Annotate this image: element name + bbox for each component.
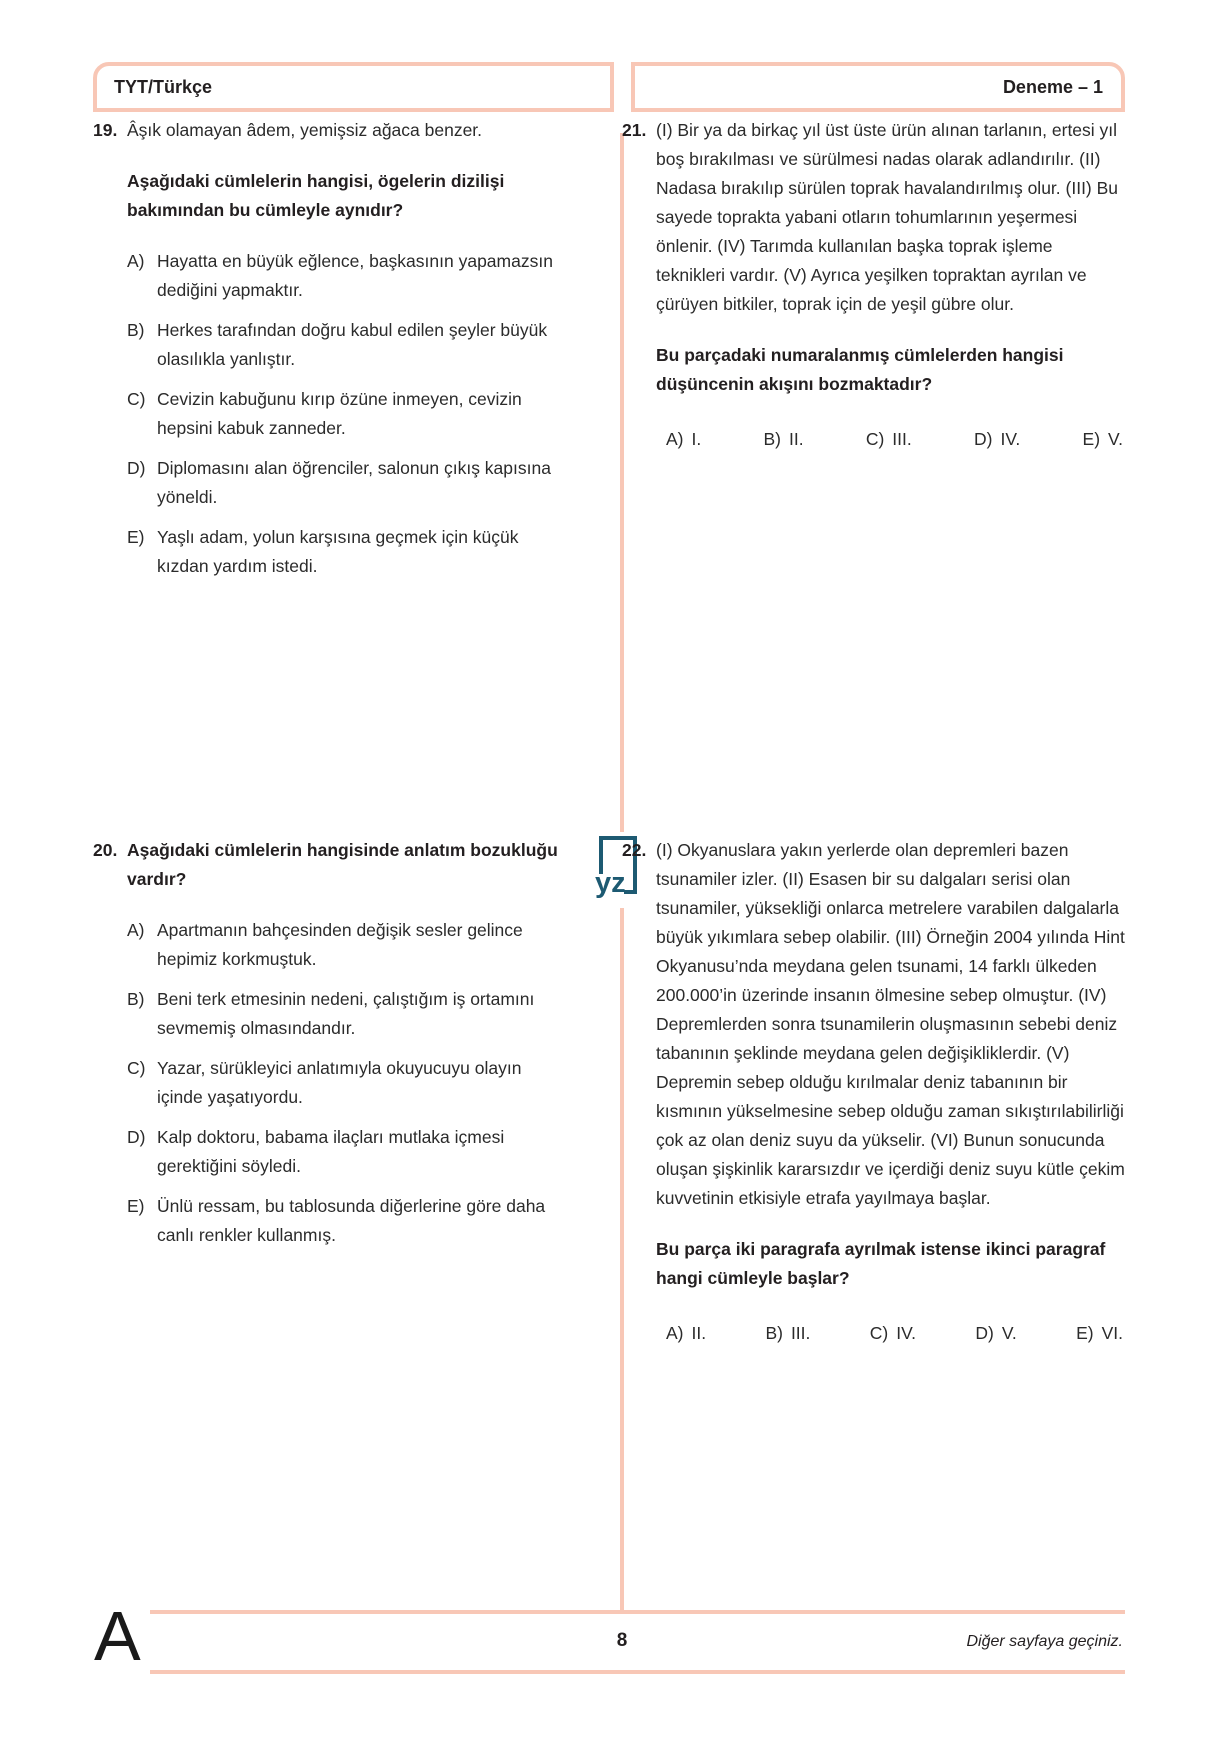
footer-rule-top xyxy=(150,1610,1125,1614)
options-row xyxy=(656,1319,1125,1348)
option-label: B) xyxy=(127,320,145,340)
option-e xyxy=(127,1192,565,1250)
option-label: D) xyxy=(974,429,993,449)
option-label: B) xyxy=(763,429,781,449)
question-19 xyxy=(93,116,565,592)
option-c xyxy=(127,385,565,443)
question-20 xyxy=(93,836,565,1261)
question-22 xyxy=(622,836,1125,1348)
options-list xyxy=(127,916,565,1250)
option-d xyxy=(974,425,1020,454)
option-label: E) xyxy=(1076,1323,1094,1343)
option-d xyxy=(127,1123,565,1181)
option-label: A) xyxy=(127,920,145,940)
subject-title: TYT/Türkçe xyxy=(114,76,213,97)
option-c xyxy=(127,1054,565,1112)
option-label: C) xyxy=(869,1323,889,1343)
option-b xyxy=(127,985,565,1043)
option-e xyxy=(1076,1319,1123,1348)
option-label: A) xyxy=(666,1323,684,1343)
option-label: D) xyxy=(127,458,146,478)
option-c xyxy=(866,425,912,454)
option-b xyxy=(765,1319,810,1348)
option-text: IV. xyxy=(896,1323,916,1343)
option-text: Cevizin kabuğunu kırıp özüne inmeyen, cevizin hepsini kabuk zanneder. xyxy=(157,389,522,438)
option-label: B) xyxy=(127,989,145,1009)
option-text: Yaşlı adam, yolun karşısına geçmek için küçük kızdan yardım istedi. xyxy=(157,527,519,576)
option-e xyxy=(1083,425,1123,454)
option-a xyxy=(127,247,565,305)
question-passage: (I) Bir ya da birkaç yıl üst üste ürün alınan tarlanın, ertesi yıl boş bırakılması ve sürülmesi nadas olarak adlandırılır. (II) Nadasa bırakılıp sürülen toprak havalandırılmış olur. (III) Bu sayede toprakta yabani otların tohumlarının yeşermesi önlenir. (IV) Tarımda kullanılan başka toprak işleme teknikleri vardır. (V) Ayrıca yeşilken topraktan ayrılan ve çürüyen bitkiler, toprak için de yeşil gübre olur. xyxy=(656,120,1119,314)
page-number: 8 xyxy=(616,1630,628,1651)
option-a xyxy=(666,425,701,454)
option-d xyxy=(127,454,565,512)
option-b xyxy=(127,316,565,374)
option-text: IV. xyxy=(1000,429,1021,449)
next-page-note: Diğer sayfaya geçiniz. xyxy=(966,1633,1123,1650)
option-e xyxy=(127,523,565,581)
option-label: D) xyxy=(975,1323,994,1343)
question-number: 21. xyxy=(622,120,647,140)
question-stem: Aşağıdaki cümlelerin hangisinde anlatım bozukluğu vardır? xyxy=(127,840,558,889)
question-intro: Âşık olamayan âdem, yemişsiz ağaca benzer. xyxy=(127,120,483,140)
option-text: Apartmanın bahçesinden değişik sesler gelince hepimiz korkmuştuk. xyxy=(157,920,523,969)
exam-title: Deneme – 1 xyxy=(1002,76,1103,97)
option-text: III. xyxy=(790,1323,811,1343)
option-text: Hayatta en büyük eğlence, başkasının yapamazsın dediğini yapmaktır. xyxy=(157,251,553,300)
question-passage: (I) Okyanuslara yakın yerlerde olan depremleri bazen tsunamiler izler. (II) Esasen bir su dalgaları serisi olan tsunamiler, yüksekliği onlarca metrelere varabilen dalgalarla büyük yıkımlara sebep olabilir. (III) Örneğin 2004 yılında Hint Okyanusu’nda meydana gelen tsunami, 14 farklı ülkeden 200.000’in üzerinde insanın ölmesine sebep olmuştur. (IV) Depremlerden sonra tsunamilerin oluşmasının sebebi deniz tabanının şeklinde meydana gelen değişikliklerdir. (V) Depremin sebep olduğu kırılmalar deniz tabanının bir kısmının yükselmesine sebep olduğu zaman sıkıştırılabilirliği çok az olan deniz suyu da yükselir. (VI) Bunun sonucunda oluşan şişkinlik kararsızdır ve içerdiği deniz suyu kütle çekim kuvvetinin etkisiyle etrafa yayılmaya başlar. xyxy=(656,840,1125,1208)
option-label: A) xyxy=(127,251,145,271)
header-exam-box xyxy=(631,62,1125,112)
option-text: II. xyxy=(691,1323,707,1343)
option-b xyxy=(763,425,803,454)
option-text: V. xyxy=(1108,429,1123,449)
option-label: C) xyxy=(865,429,885,449)
option-label: E) xyxy=(127,527,145,547)
options-row xyxy=(656,425,1125,454)
option-text: VI. xyxy=(1101,1323,1123,1343)
option-text: I. xyxy=(691,429,702,449)
question-stem: Aşağıdaki cümlelerin hangisi, ögelerin dizilişi bakımından bu cümleyle aynıdır? xyxy=(127,171,505,220)
option-text: V. xyxy=(1001,1323,1017,1343)
header-subject-box xyxy=(93,62,614,112)
question-number: 19. xyxy=(93,120,118,140)
option-label: A) xyxy=(666,429,684,449)
option-text: Ünlü ressam, bu tablosunda diğerlerine göre daha canlı renkler kullanmış. xyxy=(157,1196,546,1245)
footer-rule-bottom xyxy=(150,1670,1125,1674)
option-text: Diplomasını alan öğrenciler, salonun çıkış kapısına yöneldi. xyxy=(157,458,551,507)
option-text: Yazar, sürükleyici anlatımıyla okuyucuyu olayın içinde yaşatıyordu. xyxy=(157,1058,522,1107)
option-a xyxy=(666,1319,706,1348)
option-text: Kalp doktoru, babama ilaçları mutlaka içmesi gerektiğini söyledi. xyxy=(157,1127,505,1176)
question-stem: Bu parça iki paragrafa ayrılmak istense ikinci paragraf hangi cümleyle başlar? xyxy=(656,1239,1106,1288)
question-number: 22. xyxy=(622,840,647,860)
option-label: C) xyxy=(127,1058,146,1078)
option-c xyxy=(870,1319,916,1348)
option-text: Herkes tarafından doğru kabul edilen şeyler büyük olasılıkla yanlıştır. xyxy=(157,320,548,369)
option-label: D) xyxy=(127,1127,146,1147)
option-label: C) xyxy=(127,389,146,409)
question-stem: Bu parçadaki numaralanmış cümlelerden hangisi düşüncenin akışını bozmaktadır? xyxy=(656,345,1064,394)
option-a xyxy=(127,916,565,974)
booklet-letter: A xyxy=(94,1597,141,1675)
option-label: E) xyxy=(127,1196,145,1216)
option-text: Beni terk etmesinin nedeni, çalıştığım iş ortamını sevmemiş olmasındandır. xyxy=(157,989,535,1038)
option-d xyxy=(975,1319,1016,1348)
question-21 xyxy=(622,116,1125,454)
question-number: 20. xyxy=(93,840,118,860)
option-text: III. xyxy=(892,429,912,449)
option-label: B) xyxy=(765,1323,783,1343)
option-text: II. xyxy=(788,429,804,449)
logo-text: yz xyxy=(595,867,626,898)
option-label: E) xyxy=(1082,429,1101,449)
options-list xyxy=(127,247,565,581)
